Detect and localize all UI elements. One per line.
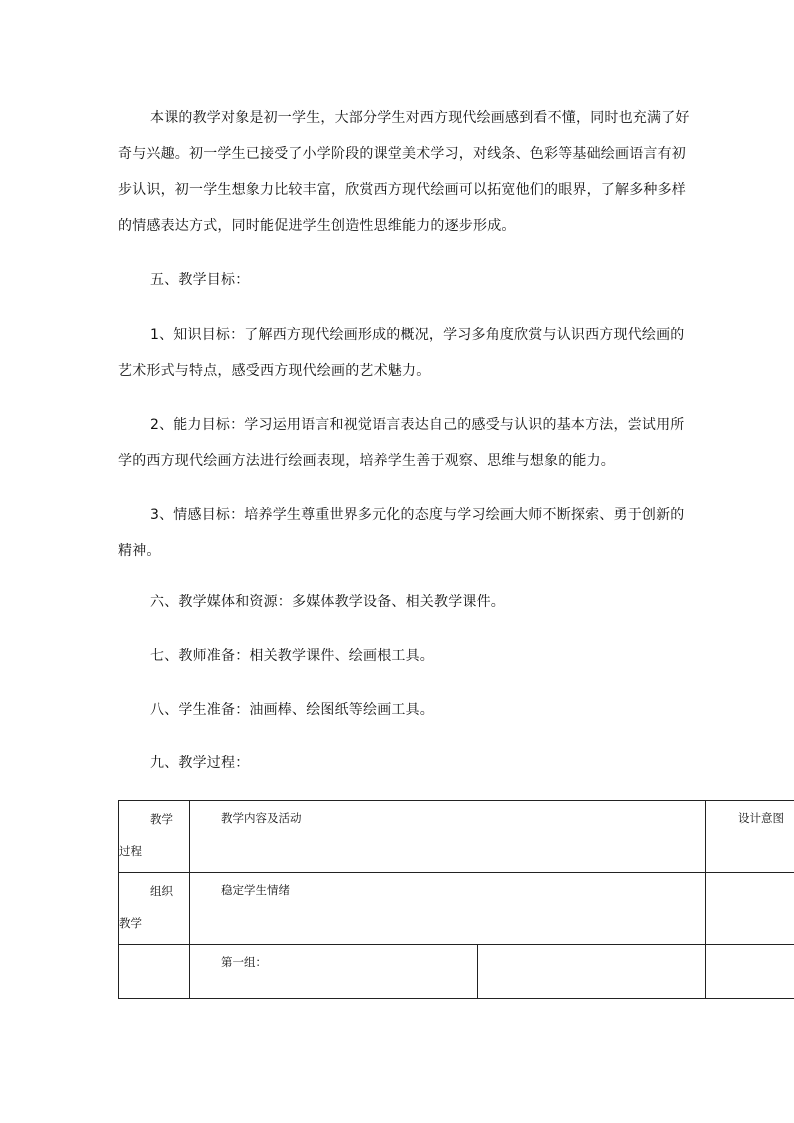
row-stage-label: 组织教学 — [119, 884, 173, 930]
ability-goal: 2、能力目标：学习运用语言和视觉语言表达自己的感受与认识的基本方法，尝试用所学的西方现代绘画方法进行绘画表现，培养学生善于观察、思维与想象的能力。 — [118, 417, 685, 469]
header-content-cell — [190, 801, 706, 873]
header-design-cell — [706, 801, 794, 873]
row-content-label: 稳定学生情绪 — [221, 883, 290, 897]
intro-paragraph: 本课的教学对象是初一学生，大部分学生对西方现代绘画感到看不懂，同时也充满了好奇与兴趣。初一学生已接受了小学阶段的课堂美术学习，对线条、色彩等基础绘画语言有初步认识，初一学生想象力比较丰富，欣赏西方现代绘画可以拓宽他们的眼界，了解多种多样的情感表达方式，同时能促进学生创造性思维能力的逐步形成。 — [118, 110, 690, 234]
table-row — [119, 945, 794, 999]
row-sub-cell — [478, 945, 706, 999]
table-row — [119, 873, 794, 945]
header-design-label: 设计意图 — [738, 811, 784, 825]
teaching-goals-heading: 五、教学目标： — [150, 272, 250, 288]
group-one-label: 第一组： — [221, 955, 267, 969]
row-design-label — [706, 873, 794, 882]
teacher-preparation: 七、教师准备：相关教学课件、绘画根工具。 — [150, 648, 434, 664]
row-design-cell — [706, 945, 794, 999]
knowledge-goal: 1、知识目标：了解西方现代绘画形成的概况，学习多角度欣赏与认识西方现代绘画的艺术形式与特点，感受西方现代绘画的艺术魅力。 — [118, 327, 685, 379]
header-content-label: 教学内容及活动 — [221, 811, 302, 825]
row-design-label — [706, 945, 794, 954]
row-content-cell — [190, 873, 706, 945]
header-stage-cell — [119, 801, 190, 873]
row-stage-cell — [119, 945, 190, 999]
row-design-cell — [706, 873, 794, 945]
header-stage-label: 教学过程 — [119, 812, 173, 858]
teaching-process-heading: 九、教学过程： — [150, 755, 250, 771]
emotion-goal: 3、情感目标：培养学生尊重世界多元化的态度与学习绘画大师不断探索、勇于创新的精神。 — [118, 507, 685, 559]
student-preparation: 八、学生准备：油画棒、绘图纸等绘画工具。 — [150, 702, 434, 718]
row-sub-label — [478, 945, 705, 954]
media-resources: 六、教学媒体和资源：多媒体教学设备、相关教学课件。 — [150, 594, 505, 610]
row-stage-cell — [119, 873, 190, 945]
row-content-cell — [190, 945, 478, 999]
teaching-process-table — [118, 800, 794, 999]
table-header-row — [119, 801, 794, 873]
row-stage-label — [119, 945, 175, 947]
